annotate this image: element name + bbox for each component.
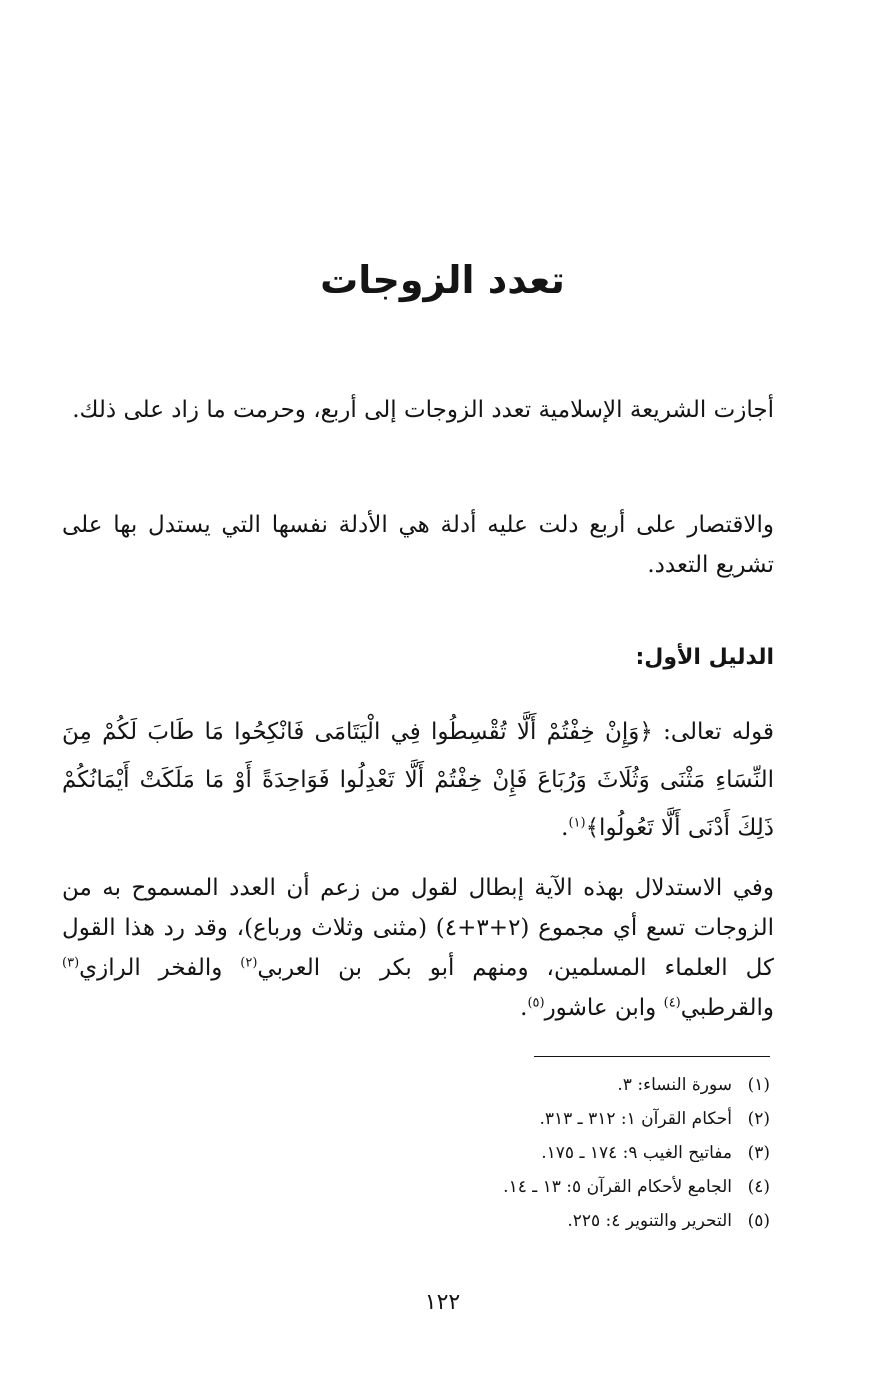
footnote-item <box>370 1102 770 1136</box>
paragraph-restriction: والاقتصار على أربع دلت عليه أدلة هي الأدلة نفسها التي يستدل بها على تشريع التعدد. <box>62 512 774 578</box>
verse-paragraph <box>62 708 774 852</box>
section-heading: الدليل الأول: <box>635 645 774 670</box>
footnote-text: مفاتيح الغيب ٩: ١٧٤ ـ ١٧٥. <box>541 1143 732 1163</box>
argument-end: . <box>520 995 528 1021</box>
page-number: ١٢٢ <box>424 1290 461 1315</box>
footnote-ref-4: (٤) <box>663 995 681 1011</box>
footnote-number: (١) <box>747 1075 770 1095</box>
footnote-divider <box>534 1056 770 1057</box>
argument-part-1: وفي الاستدلال بهذه الآية إبطال لقول من زعم أن العدد المسموح به من الزوجات تسع أي مجموع (٢+٣+٤) (مثنى وثلاث ورباع)، وقد رد هذا القول كل العلماء المسلمين، ومنهم أبو بكر بن العربي <box>62 875 774 981</box>
footnote-number: (٤) <box>747 1177 770 1197</box>
footnote-ref-5: (٥) <box>527 995 545 1011</box>
verse-intro: قوله تعالى: <box>652 719 774 745</box>
footnote-text: سورة النساء: ٣. <box>617 1075 732 1095</box>
footnote-text: التحرير والتنوير ٤: ٢٢٥. <box>567 1211 732 1231</box>
footnotes-list <box>370 1068 770 1238</box>
footnote-item <box>370 1136 770 1170</box>
footnote-ref-3: (٣) <box>62 955 80 971</box>
footnote-ref-2: (٢) <box>240 955 258 971</box>
page-title: تعدد الزوجات <box>320 258 565 302</box>
verse-end: . <box>561 815 569 841</box>
footnote-item <box>370 1170 770 1204</box>
footnote-number: (٥) <box>747 1211 770 1231</box>
footnote-text: الجامع لأحكام القرآن ٥: ١٣ ـ ١٤. <box>503 1177 732 1197</box>
argument-part-3: والقرطبي <box>680 995 774 1021</box>
argument-part-4: وابن عاشور <box>544 995 664 1021</box>
footnote-item <box>370 1068 770 1102</box>
verse-text: ﴿وَإِنْ خِفْتُمْ أَلَّا تُقْسِطُوا فِي الْيَتَامَى فَانْكِحُوا مَا طَابَ لَكُمْ مِنَ النِّسَاءِ مَثْنَى وَثُلَاثَ وَرُبَاعَ فَإِنْ خِفْتُمْ أَلَّا تَعْدِلُوا فَوَاحِدَةً أَوْ مَا مَلَكَتْ أَيْمَانُكُمْ ذَلِكَ أَدْنَى أَلَّا تَعُولُوا﴾ <box>62 719 774 841</box>
footnote-item <box>370 1204 770 1238</box>
paragraph-intro: أجازت الشريعة الإسلامية تعدد الزوجات إلى أربع، وحرمت ما زاد على ذلك. <box>72 397 774 423</box>
footnote-text: أحكام القرآن ١: ٣١٢ ـ ٣١٣. <box>539 1109 732 1129</box>
argument-part-2: والفخر الرازي <box>79 955 241 981</box>
footnote-number: (٢) <box>747 1109 770 1129</box>
paragraph-argument <box>62 868 774 1028</box>
footnote-ref-1: (١) <box>568 815 586 831</box>
footnote-number: (٣) <box>747 1143 770 1163</box>
